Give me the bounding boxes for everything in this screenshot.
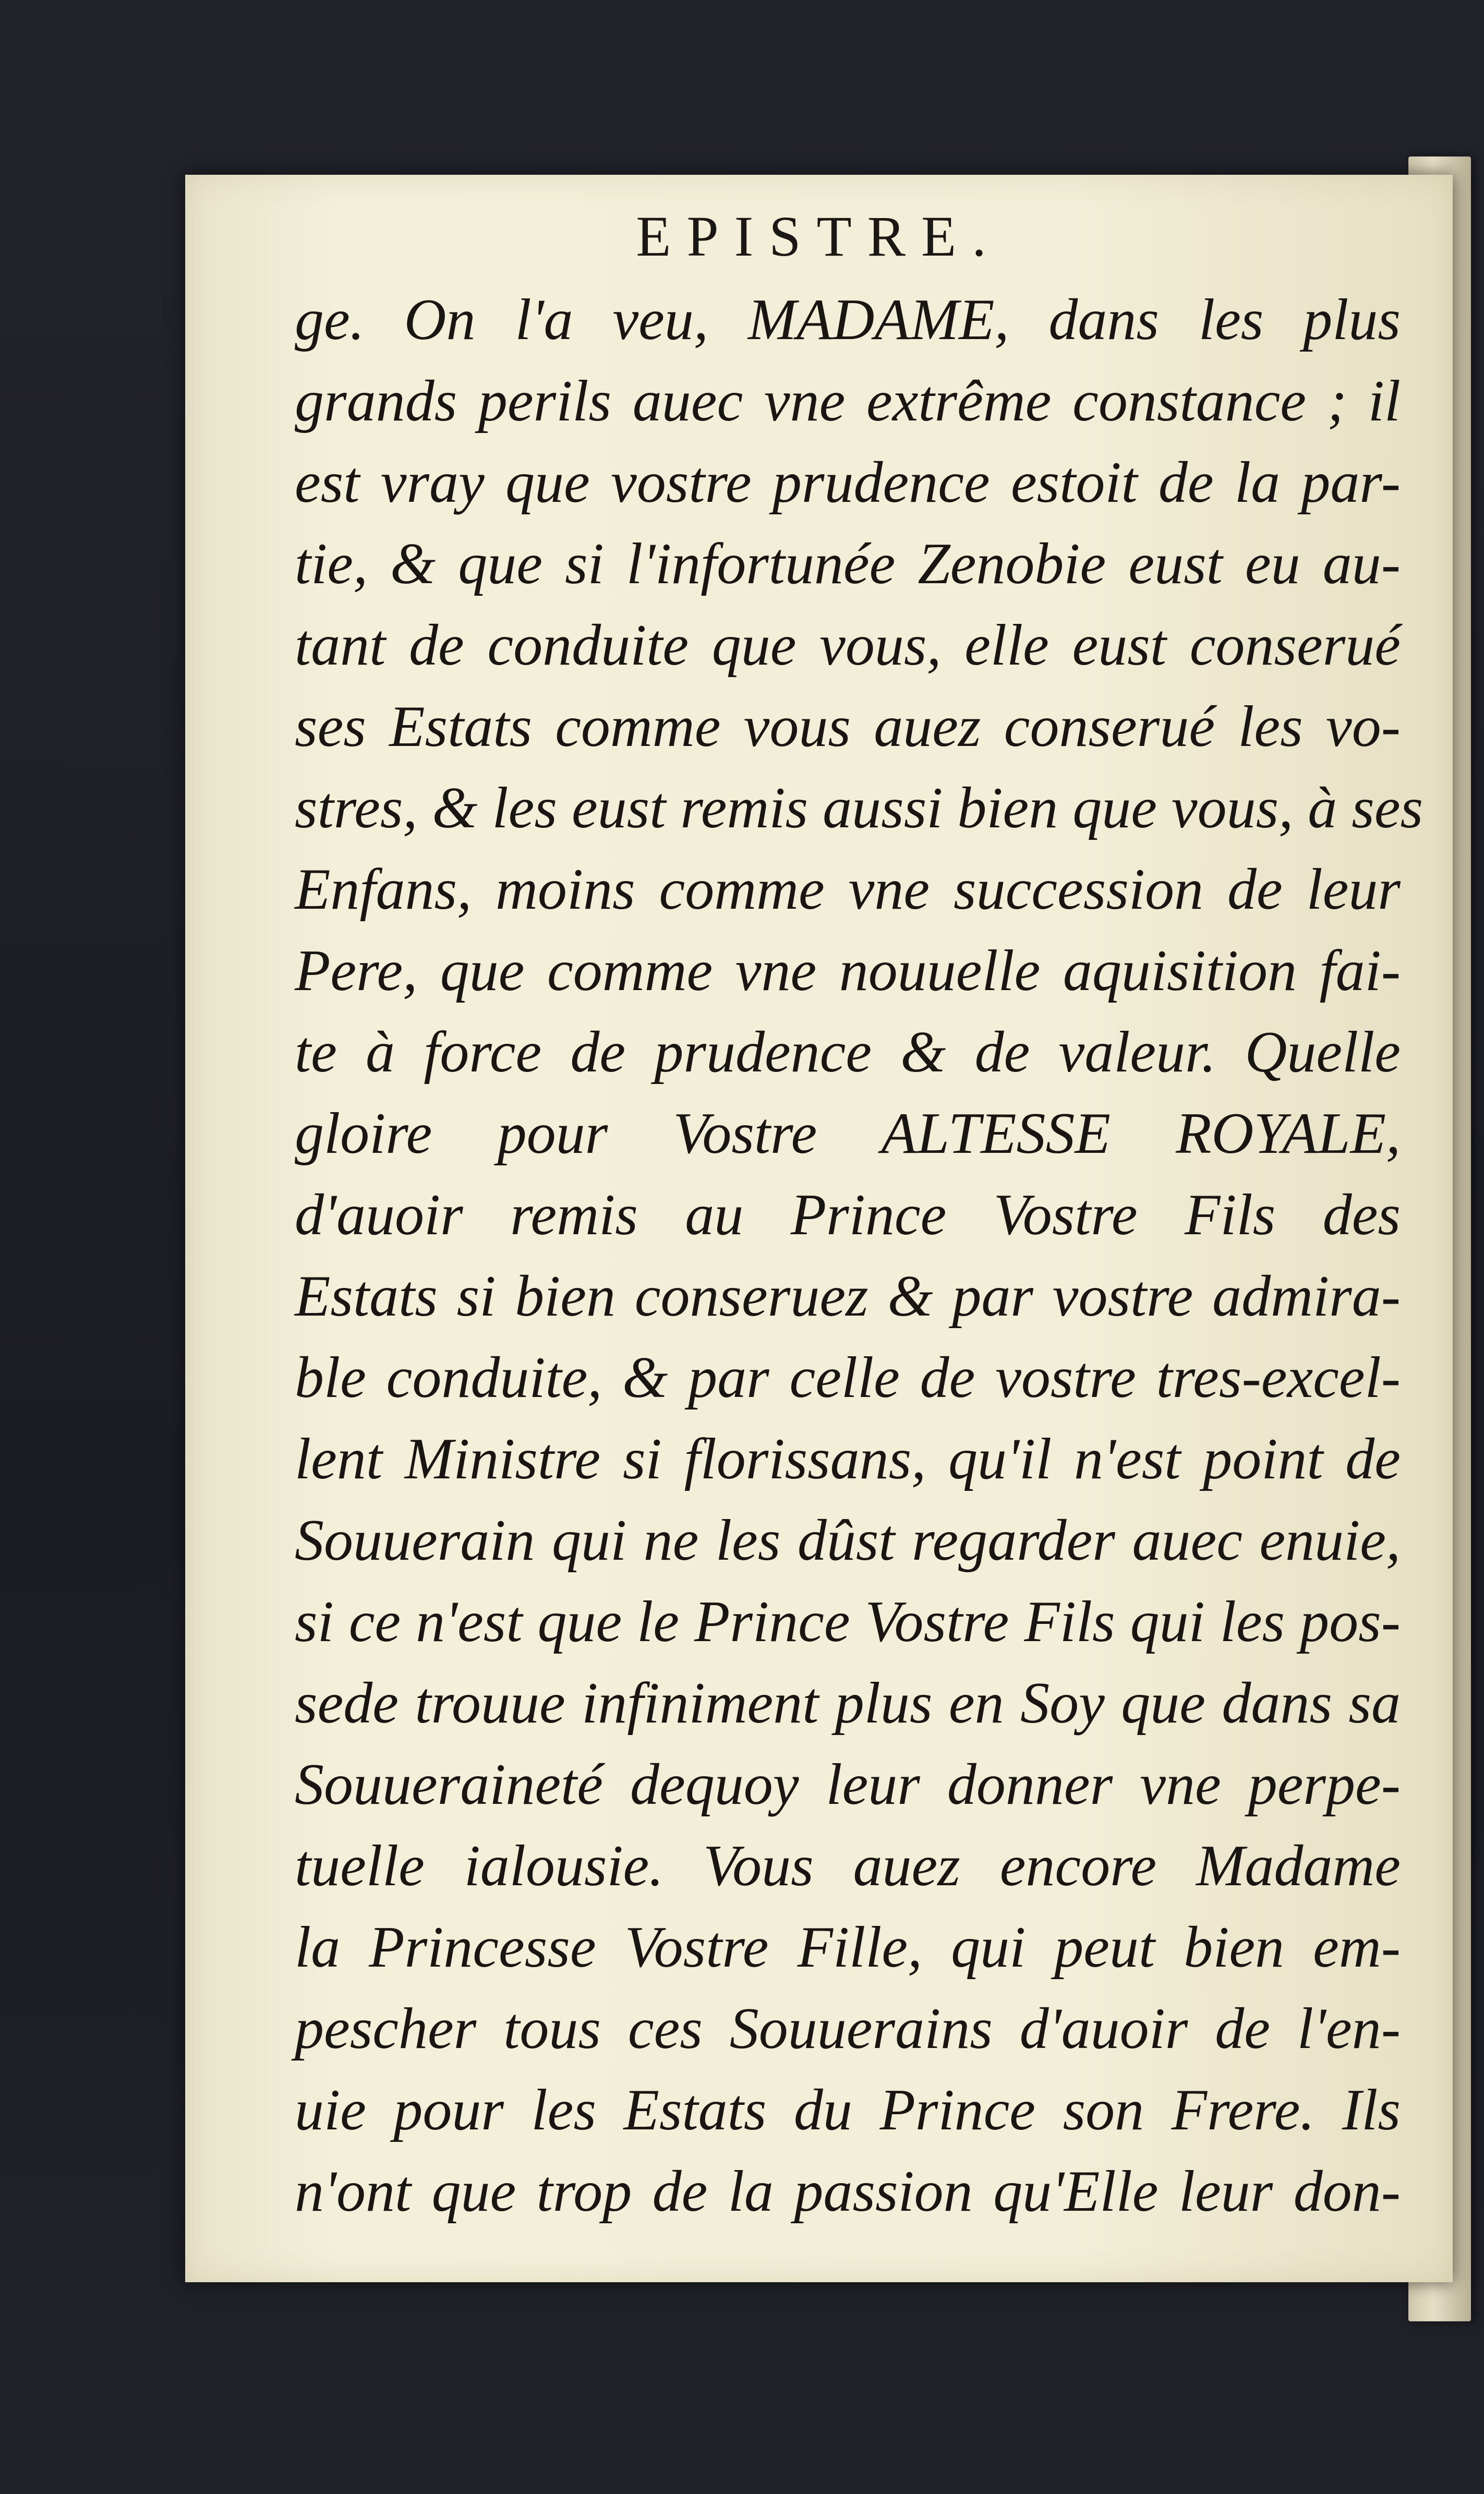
text-line: tie, & que si l'infortunée Zenobie eust eu au-: [295, 532, 1401, 596]
text-line: lent Ministre si florissans, qu'il n'est point de: [295, 1427, 1401, 1491]
text-line: ge. On l'a veu, MADAME, dans les plus: [295, 287, 1401, 352]
text-line: tuelle ialousie. Vous auez encore Madame: [295, 1834, 1401, 1898]
book-page: [185, 175, 1453, 2282]
text-line: d'auoir remis au Prince Vostre Fils des: [295, 1183, 1401, 1247]
text-line: Souuerain qui ne les dûst regarder auec enuie,: [295, 1508, 1401, 1573]
text-line: te à force de prudence & de valeur. Quelle: [295, 1020, 1401, 1085]
text-line: la Princesse Vostre Fille, qui peut bien em-: [295, 1915, 1401, 1980]
text-line: sede trouue infiniment plus en Soy que dans sa: [295, 1671, 1401, 1736]
text-line: ble conduite, & par celle de vostre tres-excel-: [295, 1345, 1401, 1410]
text-line: si ce n'est que le Prince Vostre Fils qui les pos-: [295, 1589, 1401, 1654]
text-line: ses Estats comme vous auez conserué les vo-: [295, 694, 1401, 759]
running-head: EPISTRE.: [636, 204, 1002, 268]
text-line: tant de conduite que vous, elle eust conserué: [295, 613, 1401, 678]
text-line: stres, & les eust remis aussi bien que vous, à ses: [295, 776, 1423, 840]
text-line: Estats si bien conseruez & par vostre admira-: [295, 1264, 1401, 1329]
text-line: pescher tous ces Souuerains d'auoir de l'en-: [295, 1996, 1401, 2061]
text-line: grands perils auec vne extrême constance ; il: [295, 369, 1401, 433]
body-text: [295, 279, 1423, 2232]
text-line: uie pour les Estats du Prince son Frere. Ils: [295, 2078, 1401, 2142]
text-line: n'ont que trop de la passion qu'Elle leur don-: [295, 2159, 1401, 2224]
text-line: est vray que vostre prudence estoit de la par-: [295, 450, 1401, 515]
text-line: Pere, que comme vne nouuelle aquisition fai-: [295, 938, 1401, 1003]
text-line: gloire pour Vostre ALTESSE ROYALE,: [295, 1101, 1401, 1166]
text-line: Enfans, moins comme vne succession de leur: [295, 857, 1401, 922]
text-line: Souueraineté dequoy leur donner vne perpe-: [295, 1752, 1401, 1817]
